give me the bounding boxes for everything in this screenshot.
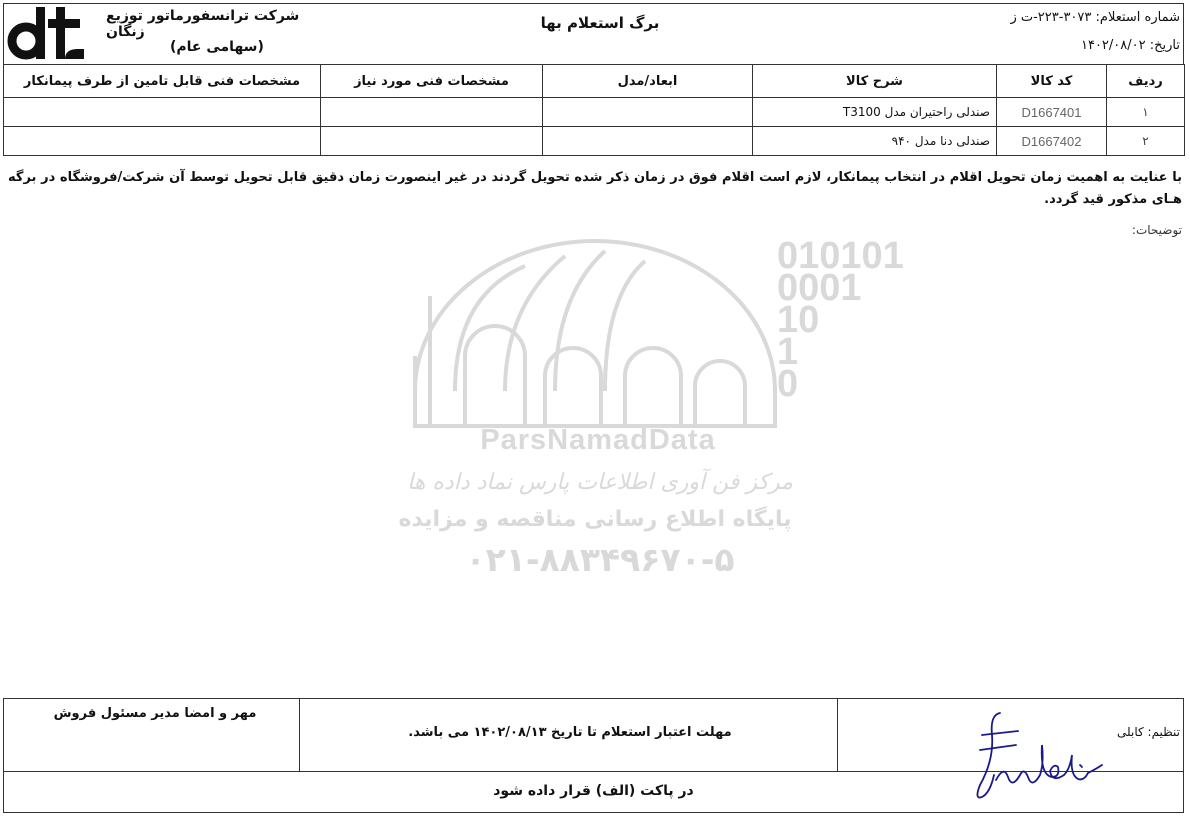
item-description: صندلی راحتیران مدل T3100 — [753, 98, 997, 127]
item-code: D1667402 — [997, 127, 1107, 156]
watermark-phone: ۰۲۱-۸۸۳۴۹۶۷۰-۵ — [465, 540, 735, 579]
table-row — [4, 127, 1185, 156]
delivery-note: با عنایت به اهمیت زمان تحویل اقلام در انتخاب پیمانکار، لازم است اقلام فوق در زمان ذکر شده تحویل گردند در غیر اینصورت زمان دقیق قابل تحویل توسط آن شرکت/فروشگاه در برگه هـای مذکور قید گردد. — [8, 170, 1182, 207]
watermark-line1: مرکز فن آوری اطلاعات پارس نماد داده ها — [407, 470, 793, 495]
watermark-line2: پایگاه اطلاع رسانی مناقصه و مزایده — [398, 507, 792, 532]
item-description: صندلی دنا مدل ۹۴۰ — [753, 127, 997, 156]
inquiry-number-value: ۳۰۷۳-۲۲۳-ت ز — [1010, 10, 1092, 25]
watermark-binary: 0 — [777, 363, 799, 405]
watermark-brand: ParsNamadData — [480, 424, 716, 456]
row-number: ۱ — [1107, 98, 1185, 127]
prepared-by — [1117, 725, 1180, 739]
items-table — [3, 64, 1185, 156]
item-required-specs[interactable] — [321, 98, 543, 127]
watermark-binary: 010101 — [777, 235, 904, 277]
table-row — [4, 98, 1185, 127]
col-header-required-specs: مشخصات فنی مورد نیاز — [321, 65, 543, 98]
watermark-emblem — [395, 235, 904, 586]
validity-note: مهلت اعتبار استعلام تا تاریخ ۱۴۰۲/۰۸/۱۳ می باشد. — [408, 725, 732, 740]
row-number: ۲ — [1107, 127, 1185, 156]
watermark-binary: 10 — [777, 299, 820, 341]
descriptions-label: توضیحات: — [1131, 223, 1182, 237]
item-contractor-specs[interactable] — [4, 98, 321, 127]
col-header-code: کد کالا — [997, 65, 1107, 98]
table-header-row — [4, 65, 1185, 98]
company-logo — [6, 5, 86, 65]
company-type: (سهامی عام) — [170, 39, 264, 55]
inquiry-date-value: ۱۴۰۲/۰۸/۰۲ — [1080, 38, 1146, 53]
inquiry-number-label: شماره استعلام: — [1095, 10, 1180, 25]
col-header-row: ردیف — [1107, 65, 1185, 98]
item-required-specs[interactable] — [321, 127, 543, 156]
col-header-contractor-specs: مشخصات فنی قابل تامین از طرف پیمانکار — [4, 65, 321, 98]
item-dimensions[interactable] — [543, 127, 753, 156]
prepared-by-label: تنظیم: — [1147, 725, 1180, 739]
footer-column-divider — [837, 698, 838, 771]
footer-column-divider — [299, 698, 300, 771]
col-header-description: شرح کالا — [753, 65, 997, 98]
item-contractor-specs[interactable] — [4, 127, 321, 156]
watermark-binary: 1 — [777, 331, 799, 373]
item-dimensions[interactable] — [543, 98, 753, 127]
inquiry-number-field — [1010, 10, 1180, 25]
packet-note: در پاکت (الف) قرار داده شود — [493, 783, 694, 799]
form-title: برگ استعلام بها — [540, 14, 660, 32]
inquiry-date-field — [1081, 38, 1180, 53]
seal-signature-label: مهر و امضا مدیر مسئول فروش — [53, 706, 257, 721]
prepared-by-name: کابلی — [1117, 725, 1144, 739]
col-header-dimensions: ابعاد/مدل — [543, 65, 753, 98]
inquiry-date-label: تاریخ: — [1149, 38, 1180, 53]
company-name: شرکت ترانسفورماتور توزیع زنگان — [106, 8, 300, 40]
watermark-binary: 0001 — [777, 267, 862, 309]
item-code: D1667401 — [997, 98, 1107, 127]
